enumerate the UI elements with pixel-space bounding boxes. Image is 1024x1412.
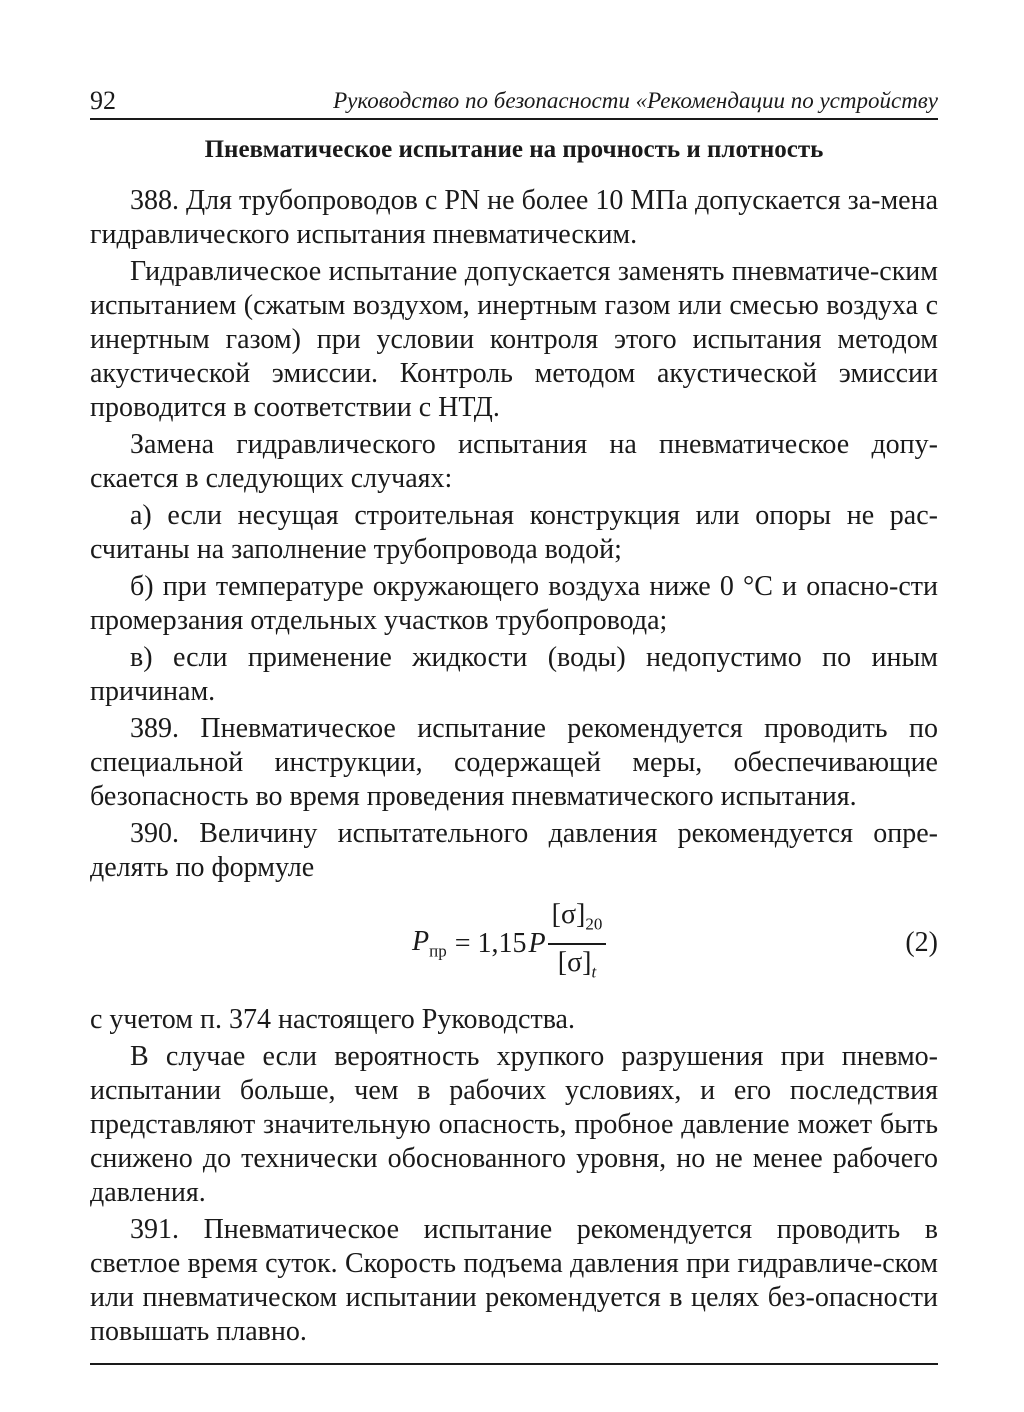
paragraph-389: 389. Пневматическое испытание рекомендуется проводить по специальной инструкции, содержащей меры, обеспечивающие безопасность во время проведения пневматического испытания. [90, 713, 938, 812]
running-header [90, 82, 938, 120]
document-page [90, 82, 938, 1365]
paragraph-brittle-fracture: В случае если вероятность хрупкого разрушения при пневмо-испытании больше, чем в рабочих условиях, и его последствия представляют значительную опасность, пробное давление может быть снижено до технически обоснованного уровня, но не менее рабочего давления. [90, 1041, 938, 1208]
running-title: Руководство по безопасности «Рекомендации по устройству [333, 88, 938, 113]
formula-denominator: $[\sigma]_t$ [557, 947, 597, 982]
formula-block [90, 897, 938, 991]
test-pressure-formula [412, 897, 606, 991]
paragraph-391: 391. Пневматическое испытание рекомендуется проводить в светлое время суток. Скорость подъема давления при гидравличе-ском или пневматическом испытании рекомендуется в целях без-опасности повышать плавно. [90, 1214, 938, 1347]
paragraph-pneumatic-replacement: Гидравлическое испытание допускается заменять пневматиче-ским испытанием (сжатым воздухом, инертным газом или смесью воздуха с инертным газом) при условии контроля этого испытания методом акустической эмиссии. Контроль методом акустической эмиссии проводится в соответствии с НТД. [90, 256, 938, 423]
paragraph-390: 390. Величину испытательного давления рекомендуется опре-делять по формуле [90, 818, 938, 883]
list-item-a: а) если несущая строительная конструкция или опоры не рас-считаны на заполнение трубопровода водой; [90, 500, 938, 565]
bottom-rule [90, 1363, 938, 1365]
paragraph-388: 388. Для трубопроводов с PN не более 10 МПа допускается за-мена гидравлического испытания пневматическим. [90, 185, 938, 250]
list-item-b: б) при температуре окружающего воздуха ниже 0 °С и опасно-сти промерзания отдельных участков трубопровода; [90, 571, 938, 636]
formula-numerator: $[\sigma]_{20}$ [548, 899, 607, 945]
page-number: 92 [90, 86, 116, 115]
formula-number: (2) [905, 927, 938, 958]
list-item-c: в) если применение жидкости (воды) недопустимо по иным причинам. [90, 642, 938, 707]
paragraph-replacement-cases: Замена гидравлического испытания на пневматическое допу-скается в следующих случаях: [90, 429, 938, 494]
formula-lhs: $P_{пр}$ [412, 926, 447, 961]
formula-fraction [548, 899, 607, 988]
paragraph-reference-374: с учетом п. 374 настоящего Руководства. [90, 1004, 575, 1035]
section-title: Пневматическое испытание на прочность и плотность [204, 136, 824, 163]
formula-variable: P [528, 928, 546, 959]
formula-equals: = 1,15 [454, 928, 527, 959]
